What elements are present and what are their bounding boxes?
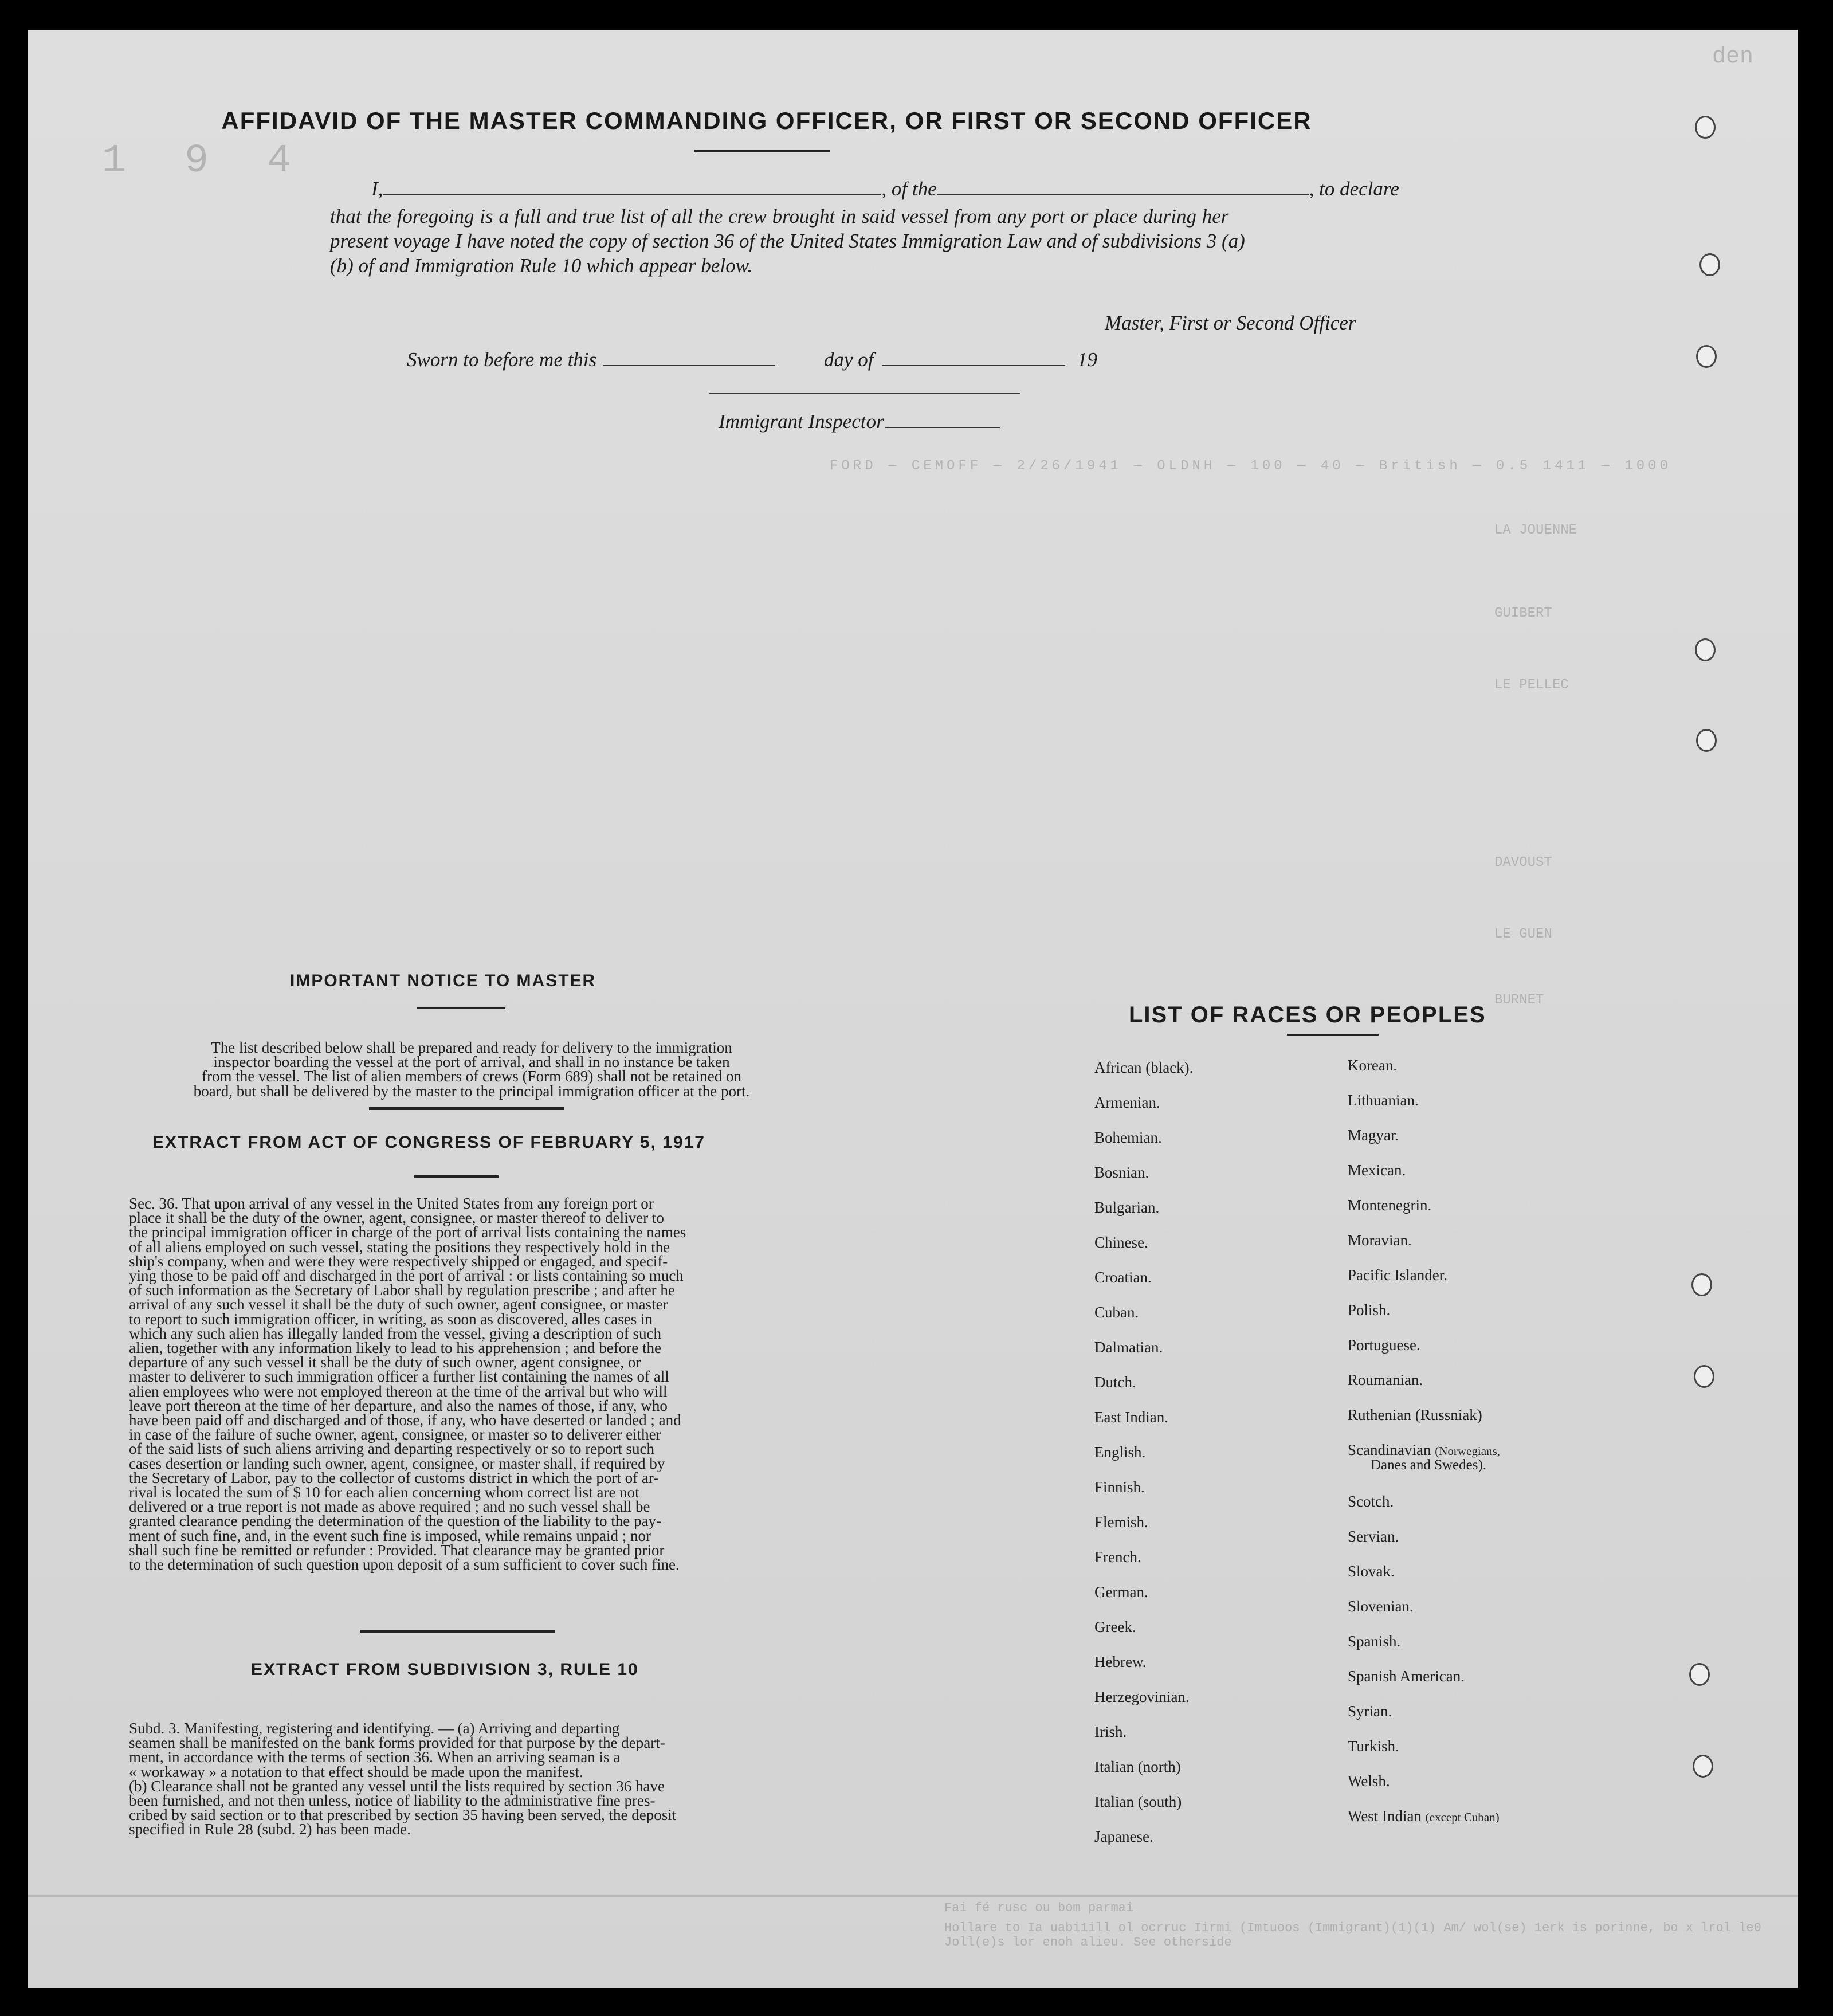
extract-act-paragraph <box>129 1197 817 1572</box>
notice-rule <box>417 1007 505 1009</box>
race-item: Pacific Islander. <box>1348 1266 1447 1284</box>
race-item-scandinavian <box>1348 1441 1500 1459</box>
race-item: Slovak. <box>1348 1563 1395 1580</box>
act-line: of the said lists of such aliens arriving and departing respectively or so to report such <box>129 1440 655 1458</box>
punch-hole <box>1694 1365 1714 1388</box>
section-divider <box>360 1630 555 1633</box>
race-note: (except Cuban) <box>1425 1810 1500 1824</box>
title-rule <box>694 150 830 152</box>
act-line: have been paid off and discharged and of those, if any, who have deserted or landed ; and <box>129 1411 681 1429</box>
day-of-label: day of <box>824 348 874 371</box>
race-item: Korean. <box>1348 1057 1398 1074</box>
notice-line: inspector boarding the vessel at the port of arrival, and shall in no instance be taken <box>213 1053 730 1071</box>
rule-line: specified in Rule 28 (subd. 2) has been made. <box>129 1821 411 1838</box>
sworn-label: Sworn to before me this <box>407 348 597 371</box>
race-item: Moravian. <box>1348 1231 1412 1249</box>
affidavit-line-4: (b) of and Immigration Rule 10 which appear below. <box>330 254 753 277</box>
race-item: Italian (north) <box>1094 1758 1181 1775</box>
act-line: in case of the failure of suche owner, agent, consignee, or master so to deliverer either <box>129 1426 661 1444</box>
affidavit-line-1 <box>371 178 1399 201</box>
act-line: master to deliverer to such immigration officer a further list containing the names of all <box>129 1368 669 1386</box>
inspector-label-line <box>719 410 1000 433</box>
race-item-note: Danes and Swedes). <box>1371 1457 1487 1473</box>
act-line: shall such fine be remitted or refunder : Provided. That clearance may be granted prior <box>129 1541 665 1559</box>
master-signature-label: Master, First or Second Officer <box>1105 312 1356 334</box>
month-blank <box>882 364 1065 366</box>
race-item: Portuguese. <box>1348 1336 1420 1354</box>
act-line: arrival of any such vessel it shall be the duty of such owner, agent consignee, or master <box>129 1296 668 1313</box>
rule-line: (b) Clearance shall not be granted any vessel until the lists required by section 36 have <box>129 1777 665 1795</box>
act-line: the principal immigration officer in charge of the port of arrival lists containing the names <box>129 1223 686 1241</box>
punch-hole <box>1696 345 1717 368</box>
act-line: granted clearance pending the determination of the question of the liability to the pay- <box>129 1512 661 1530</box>
race-item: Magyar. <box>1348 1127 1399 1144</box>
race-item: Japanese. <box>1094 1828 1153 1845</box>
race-item: Herzegovinian. <box>1094 1688 1190 1705</box>
rule-line: « workaway » a notation to that effect should be made upon the manifest. <box>129 1763 583 1780</box>
rule-line: ment, in accordance with the terms of section 36. When an arriving seaman is a <box>129 1748 621 1766</box>
day-of-line <box>824 348 1065 371</box>
race-item-west-indian <box>1348 1807 1500 1825</box>
race-item: Bohemian. <box>1094 1129 1162 1146</box>
race-note: (Norwegians, <box>1435 1444 1500 1458</box>
race-item: Chinese. <box>1094 1234 1148 1251</box>
of-the-label: , of the <box>881 178 937 200</box>
notice-line: The list described below shall be prepared and ready for delivery to the immigration <box>211 1039 732 1056</box>
race-item: Flemish. <box>1094 1513 1148 1531</box>
race-item: Montenegrin. <box>1348 1197 1432 1214</box>
act-line: ship's company, when and were they were respectively shipped or engaged, and specif- <box>129 1252 668 1270</box>
extract-rule-paragraph <box>129 1721 817 1837</box>
act-line: place it shall be the duty of the owner, agent, consignee, or master thereof to deliver to <box>129 1209 664 1227</box>
punch-hole <box>1695 638 1716 661</box>
race-item: African (black). <box>1094 1059 1194 1076</box>
rule-line: cribed by said section or to that prescribed by section 35 having been served, the deposit <box>129 1806 677 1824</box>
race-item: Ruthenian (Russniak) <box>1348 1406 1482 1423</box>
extract-act-rule <box>414 1175 499 1178</box>
act-line: alien employees who were not employed thereon at the time of the arrival but who will <box>129 1382 668 1400</box>
race-item: French. <box>1094 1548 1141 1566</box>
act-line: to the determination of such question upon deposit of a sum sufficient to cover such fine. <box>129 1556 680 1574</box>
extract-act-title: EXTRACT FROM ACT OF CONGRESS OF FEBRUARY 5, 1917 <box>152 1133 705 1152</box>
punch-hole <box>1689 1663 1710 1686</box>
day-blank <box>603 364 775 366</box>
inspector-label: Immigrant Inspector <box>719 410 884 433</box>
race-item: Bulgarian. <box>1094 1199 1160 1216</box>
rule-line: seamen shall be manifested on the bank forms provided for that purpose by the depart- <box>129 1734 665 1752</box>
notice-line: board, but shall be delivered by the master to the principal immigration officer at the port. <box>193 1082 750 1100</box>
race-item: Armenian. <box>1094 1094 1160 1111</box>
notice-title: IMPORTANT NOTICE TO MASTER <box>290 971 596 990</box>
race-item: Welsh. <box>1348 1772 1390 1790</box>
act-line: cases desertion or landing such owner, agent, consignee, or master shall, if required by <box>129 1454 665 1472</box>
race-item: Spanish. <box>1348 1633 1401 1650</box>
act-line: of all aliens employed on such vessel, stating the positions they respectively hold in the <box>129 1238 670 1256</box>
race-item: East Indian. <box>1094 1409 1168 1426</box>
year-label: 19 <box>1077 348 1097 371</box>
punch-hole <box>1695 116 1716 139</box>
race-item: Slovenian. <box>1348 1598 1414 1615</box>
punch-hole <box>1696 729 1717 752</box>
race-item: Mexican. <box>1348 1162 1406 1179</box>
inspector-signature-blank <box>709 392 1020 394</box>
race-item: Lithuanian. <box>1348 1092 1419 1109</box>
race-name: Scandinavian <box>1348 1441 1431 1458</box>
act-line: which any such alien has illegally landed from the vessel, giving a description of such <box>129 1324 662 1342</box>
punch-hole <box>1699 253 1720 276</box>
race-item: Dalmatian. <box>1094 1339 1163 1356</box>
affidavit-line-3: present voyage I have noted the copy of section 36 of the United States Immigration Law and of subdivisions 3 (a) <box>330 230 1245 252</box>
act-line: ying those to be paid off and discharged in the port of arrival : or lists containing so much <box>129 1267 684 1285</box>
race-item: Turkish. <box>1348 1737 1399 1755</box>
bottom-sheet-edge <box>28 1895 1798 1897</box>
extract-rule-title: EXTRACT FROM SUBDIVISION 3, RULE 10 <box>251 1660 639 1679</box>
race-item: Dutch. <box>1094 1374 1136 1391</box>
race-item: Irish. <box>1094 1723 1127 1740</box>
inspector-blank <box>885 426 1000 428</box>
race-item: Servian. <box>1348 1528 1399 1545</box>
act-line: leave port thereon at the time of her departure, and also the names of those, if any, who <box>129 1397 668 1414</box>
race-item: Croatian. <box>1094 1269 1152 1286</box>
race-item: English. <box>1094 1444 1146 1461</box>
race-name: West Indian <box>1348 1807 1422 1825</box>
race-item: Hebrew. <box>1094 1653 1147 1670</box>
races-rule <box>1287 1034 1379 1036</box>
act-line: alien, together with any information likely to lead to his apprehension ; and before the <box>129 1339 661 1357</box>
race-item: Spanish American. <box>1348 1668 1465 1685</box>
race-item: Finnish. <box>1094 1478 1145 1496</box>
act-line: delivered or a true report is not made as above required ; and no such vessel shall be <box>129 1498 650 1516</box>
to-declare-label: , to declare <box>1309 178 1399 200</box>
races-title: LIST OF RACES OR PEOPLES <box>1129 1002 1486 1027</box>
race-item: Italian (south) <box>1094 1793 1182 1810</box>
notice-line: from the vessel. The list of alien members of crews (Form 689) shall not be retained on <box>201 1068 741 1085</box>
race-item: Bosnian. <box>1094 1164 1149 1181</box>
race-item: Greek. <box>1094 1618 1136 1635</box>
act-line: rival is located the sum of $ 10 for each alien concerning whom correct list are not <box>129 1484 639 1501</box>
vessel-blank <box>937 193 1309 195</box>
race-item: Polish. <box>1348 1301 1391 1319</box>
rule-line: been furnished, and not then unless, notice of liability to the administrative fine pres- <box>129 1792 656 1810</box>
rule-line: Subd. 3. Manifesting, registering and identifying. — (a) Arriving and departing <box>129 1720 620 1737</box>
affidavit-i-label: I, <box>371 178 383 200</box>
sworn-line <box>407 348 775 371</box>
race-item: German. <box>1094 1583 1148 1601</box>
act-line: the Secretary of Labor, pay to the collector of customs district in which the port of ar- <box>129 1469 659 1486</box>
act-line: to report to such immigration officer, in writing, as soon as discovered, alles cases in <box>129 1310 653 1328</box>
race-item: Scotch. <box>1348 1493 1394 1510</box>
race-item: Syrian. <box>1348 1703 1392 1720</box>
affidavit-line-2: that the foregoing is a full and true list of all the crew brought in said vessel from any port or place during her <box>330 205 1229 228</box>
notice-paragraph <box>128 1041 815 1099</box>
race-item: Roumanian. <box>1348 1371 1423 1389</box>
section-divider <box>369 1107 564 1110</box>
name-blank <box>383 193 881 195</box>
act-line: departure of any such vessel it shall be the duty of such owner, agent consignee, or <box>129 1354 641 1371</box>
race-item: Cuban. <box>1094 1304 1139 1321</box>
punch-hole <box>1693 1755 1713 1778</box>
affidavit-title: AFFIDAVID OF THE MASTER COMMANDING OFFICER, OR FIRST OR SECOND OFFICER <box>221 107 1312 134</box>
document-page: 1 9 4 den FORD — CEMOFF — 2/26/1941 — OLDNH — 100 — 40 — British — 0.5 1411 — 1000 LA JOUENNE GUIBERT LE PELLEC DAVOUST LE GUEN BURNET Fai fé rusc ou bom parmai Hollare to Ia uabi1ill ol ocrruc Iirmi (Imtuoos (Immigrant)(1)(1) Am/ wol(se) 1erk is porinne, bo x lrol le0 Joll(e)s lor enoh alieu. See otherside AFFIDAVID OF THE MASTER COMMANDING OFFICER, OR FIRST OR SECOND OFFICER I, , of the , to declare that the foregoing is a full and true list of all the crew brought in said vessel from any port or place during her present voyage I have noted the copy of section 36 of the United States Immigration Law and of subdivisions 3 (a) (b) of and Immigration Rule 10 which appear below. Master, First or Second Officer Sworn to before me this day of 19 Immigrant Inspector IMPORTANT NOTICE TO MASTER The list described below shall be prepared and ready for delivery to the immigration inspector boarding the vessel at the port of arrival, and shall in no instance be taken from the vessel. The list of alien members of crews (Form 689) shall not be retained on board, but shall be delivered by the master to the principal immigration officer at the port. EXTRACT FROM ACT OF CONGRESS OF FEBRUARY 5, 1917 Sec. 36. That upon arrival of any vessel in the United States from any foreign port or place it shall be the duty of the owner, agent, consignee, or master thereof to deliver to the principal immigration officer in charge of the port of arrival lists containing the names of all aliens employed on such vessel, stating the positions they respectively hold in the ship's company, when and were they were respectively shipped or engaged, and specif- ying those to be paid off and discharged in the port of arrival : or lists containing so much of such information as the Secretary of Labor shall by regulation prescribe ; and after he arrival of any such vessel it shall be the duty of such owner, agent consignee, or master to report to such immigration officer, in writing, as soon as discovered, alles cases in which any such alien has illegally landed from the vessel, giving a description of such alien, together with any information likely to lead to his apprehension ; and before the departure of any such vessel it shall be the duty of such owner, agent consignee, or master to deliverer to such immigration officer a further list containing the names of all alien employees who were not employed thereon at the time of the arrival but who will leave port thereon at the time of her departure, and also the names of those, if any, who have been paid off and discharged and of those, if any, who have deserted or landed ; and in case of the failure of suche owner, agent, consignee, or master so to deliverer either of the said lists of such aliens arriving and departing respectively or so to report such cases desertion or landing such owner, agent, consignee, or master shall, if required by the Secretary of Labor, pay to the collector of customs district in which the port of ar- rival is located the sum of $ 10 for each alien concerning whom correct list are not delivered or a true report is not made as above required ; and no such vessel shall be granted clearance pending the determination of the question of the liability to the pay- ment of such fine, and, in the event such fine is imposed, while remains unpaid ; nor shall such fine be remitted or refunder : Provided. That clearance may be granted prior to the determination of such question upon deposit of a sum sufficient to cover such fine. EXTRACT FROM SUBDIVISION 3, RULE 10 Subd. 3. Manifesting, registering and identifying. — (a) Arriving and departing seamen shall be manifested on the bank forms provided for that purpose by the depart- ment, in accordance with the terms of section 36. When an arriving seaman is a « workaway » a notation to that effect should be made upon the manifest. (b) Clearance shall not be granted any vessel until the lists required by section 36 have been furnished, and not then unless, notice of liability to the administrative fine pres- cribed by said section or to that prescribed by section 35 having been served, the deposit specified in Rule 28 (subd. 2) has been made. LIST OF RACES OR PEOPLES African (black). Armenian. Bohemian. Bosnian. Bulgarian. Chinese. Croatian. Cuban. Dalmatian. Dutch. East Indian. English. Finnish. Flemish. French. German. Greek. Hebrew. Herzegovinian. Irish. Italian (north) Italian (south) Japanese. Korean. Lithuanian. Magyar. Mexican. Montenegrin. Moravian. Pacific Islander. Polish. Portuguese. Roumanian. Ruthenian (Russniak) Scandinavian (Norwegians, Danes and Swedes). Scotch. Servian. Slovak. Slovenian. Spanish. Spanish American. Syrian. Turkish. Welsh. West Indian (except Cuban) <box>28 30 1798 1988</box>
act-line: ment of such fine, and, in the event such fine is imposed, while remains unpaid ; nor <box>129 1527 651 1544</box>
punch-hole <box>1691 1273 1712 1296</box>
act-line: of such information as the Secretary of Labor shall by regulation prescribe ; and after he <box>129 1281 675 1299</box>
act-line: Sec. 36. That upon arrival of any vessel in the United States from any foreign port or <box>129 1195 654 1212</box>
